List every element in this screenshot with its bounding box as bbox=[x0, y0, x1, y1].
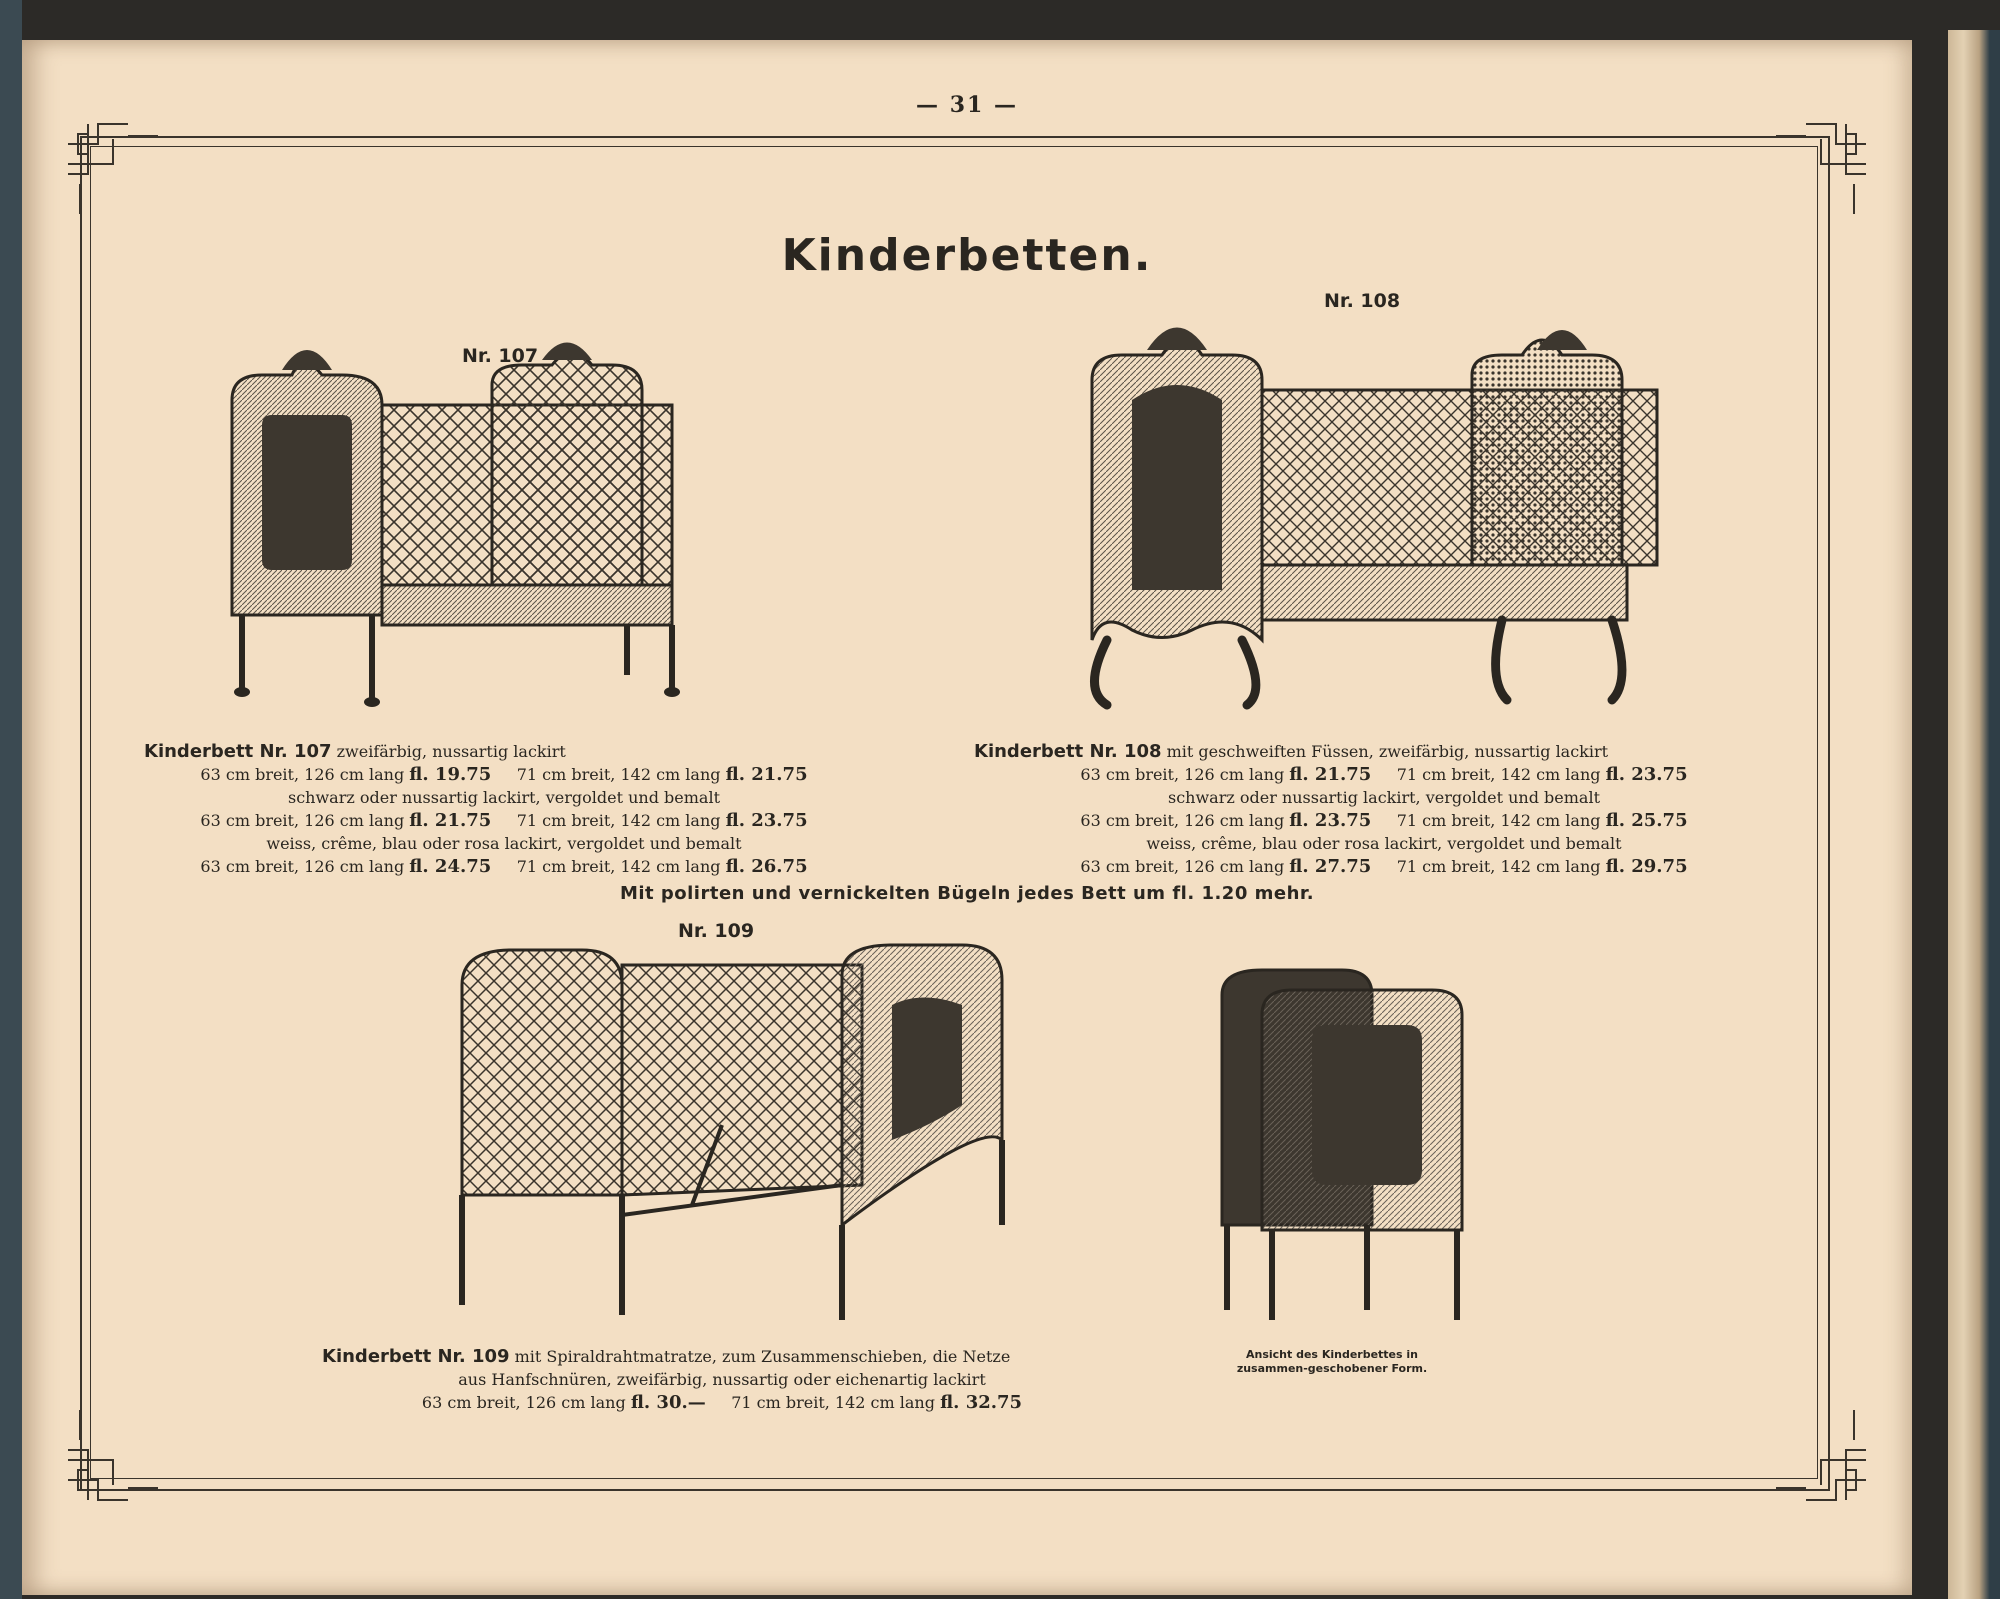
size-label: 71 cm breit, 142 cm lang bbox=[731, 1393, 935, 1412]
page-title: Kinderbetten. bbox=[781, 230, 1153, 281]
price: fl. 29.75 bbox=[1605, 856, 1688, 877]
price: fl. 27.75 bbox=[1289, 856, 1372, 877]
item-label-109: Nr. 109 bbox=[678, 920, 755, 942]
desc-107-finish: zweifärbig, nussartig lackirt bbox=[331, 742, 566, 761]
size-label: 71 cm breit, 142 cm lang bbox=[1396, 765, 1601, 784]
price: fl. 23.75 bbox=[725, 810, 808, 831]
crib-108-illustration bbox=[1052, 310, 1692, 730]
desc-108-row-3 bbox=[974, 855, 1794, 878]
desc-109-line-2: aus Hanfschnüren, zweifärbig, nussartig oder eichenartig lackirt bbox=[458, 1370, 986, 1389]
desc-107-variant-3: weiss, crême, blau oder rosa lackirt, vergoldet und bemalt bbox=[266, 834, 742, 853]
description-107 bbox=[144, 740, 864, 878]
size-label: 71 cm breit, 142 cm lang bbox=[516, 857, 721, 876]
desc-109-row bbox=[322, 1391, 1122, 1414]
desc-108-title: Kinderbett Nr. 108 bbox=[974, 741, 1162, 762]
price: fl. 21.75 bbox=[409, 810, 492, 831]
size-label: 63 cm breit, 126 cm lang bbox=[200, 857, 405, 876]
size-label: 71 cm breit, 142 cm lang bbox=[516, 811, 721, 830]
book-spine bbox=[0, 0, 22, 1599]
crib-folded-illustration bbox=[1202, 965, 1502, 1345]
desc-107-variant-2: schwarz oder nussartig lackirt, vergoldet und bemalt bbox=[287, 788, 720, 807]
crib-107-illustration bbox=[202, 330, 802, 730]
catalog-page bbox=[22, 40, 1912, 1595]
desc-108-row-1 bbox=[974, 763, 1794, 786]
desc-109-features: mit Spiraldrahtmatratze, zum Zusammenschieben, die Netze bbox=[509, 1347, 1011, 1366]
desc-107-row-2 bbox=[144, 809, 864, 832]
desc-107-header bbox=[144, 740, 864, 763]
corner-ornament-top-right bbox=[1756, 114, 1876, 234]
price: fl. 21.75 bbox=[1289, 764, 1372, 785]
size-label: 71 cm breit, 142 cm lang bbox=[1396, 857, 1601, 876]
price: fl. 21.75 bbox=[725, 764, 808, 785]
corner-ornament-top-left bbox=[58, 114, 178, 234]
size-label: 63 cm breit, 126 cm lang bbox=[200, 811, 405, 830]
price: fl. 19.75 bbox=[409, 764, 492, 785]
desc-109-header bbox=[322, 1345, 1122, 1368]
desc-108-header bbox=[974, 740, 1794, 763]
desc-109-title: Kinderbett Nr. 109 bbox=[322, 1346, 510, 1367]
desc-108-variant-2: schwarz oder nussartig lackirt, vergoldet und bemalt bbox=[1167, 788, 1600, 807]
desc-107-row-3 bbox=[144, 855, 864, 878]
price: fl. 26.75 bbox=[725, 856, 808, 877]
price: fl. 24.75 bbox=[409, 856, 492, 877]
folded-view-caption: Ansicht des Kinderbettes in zusammen-geschobener Form. bbox=[1236, 1348, 1428, 1375]
corner-ornament-bottom-left bbox=[58, 1390, 178, 1510]
price: fl. 23.75 bbox=[1605, 764, 1688, 785]
size-label: 71 cm breit, 142 cm lang bbox=[516, 765, 721, 784]
price: fl. 30.— bbox=[630, 1392, 706, 1413]
size-label: 63 cm breit, 126 cm lang bbox=[421, 1393, 626, 1412]
desc-108-row-2 bbox=[974, 809, 1794, 832]
item-label-108: Nr. 108 bbox=[1324, 290, 1401, 312]
book-page-edges bbox=[1948, 30, 2000, 1599]
nickel-surcharge-note: Mit polirten und vernickelten Bügeln jedes Bett um fl. 1.20 mehr. bbox=[619, 883, 1315, 904]
price: fl. 25.75 bbox=[1605, 810, 1688, 831]
desc-108-variant-3: weiss, crême, blau oder rosa lackirt, vergoldet und bemalt bbox=[1146, 834, 1622, 853]
page-number: — 31 — bbox=[916, 92, 1018, 118]
crib-109-illustration bbox=[422, 925, 1042, 1345]
size-label: 71 cm breit, 142 cm lang bbox=[1396, 811, 1601, 830]
size-label: 63 cm breit, 126 cm lang bbox=[1080, 811, 1285, 830]
size-label: 63 cm breit, 126 cm lang bbox=[200, 765, 405, 784]
desc-107-title: Kinderbett Nr. 107 bbox=[144, 741, 332, 762]
description-108 bbox=[974, 740, 1794, 878]
size-label: 63 cm breit, 126 cm lang bbox=[1080, 765, 1285, 784]
item-label-107: Nr. 107 bbox=[462, 345, 539, 367]
price: fl. 32.75 bbox=[940, 1392, 1023, 1413]
size-label: 63 cm breit, 126 cm lang bbox=[1080, 857, 1285, 876]
desc-107-row-1 bbox=[144, 763, 864, 786]
description-109 bbox=[322, 1345, 1122, 1414]
desc-108-finish: mit geschweiften Füssen, zweifärbig, nussartig lackirt bbox=[1161, 742, 1609, 761]
corner-ornament-bottom-right bbox=[1756, 1390, 1876, 1510]
price: fl. 23.75 bbox=[1289, 810, 1372, 831]
